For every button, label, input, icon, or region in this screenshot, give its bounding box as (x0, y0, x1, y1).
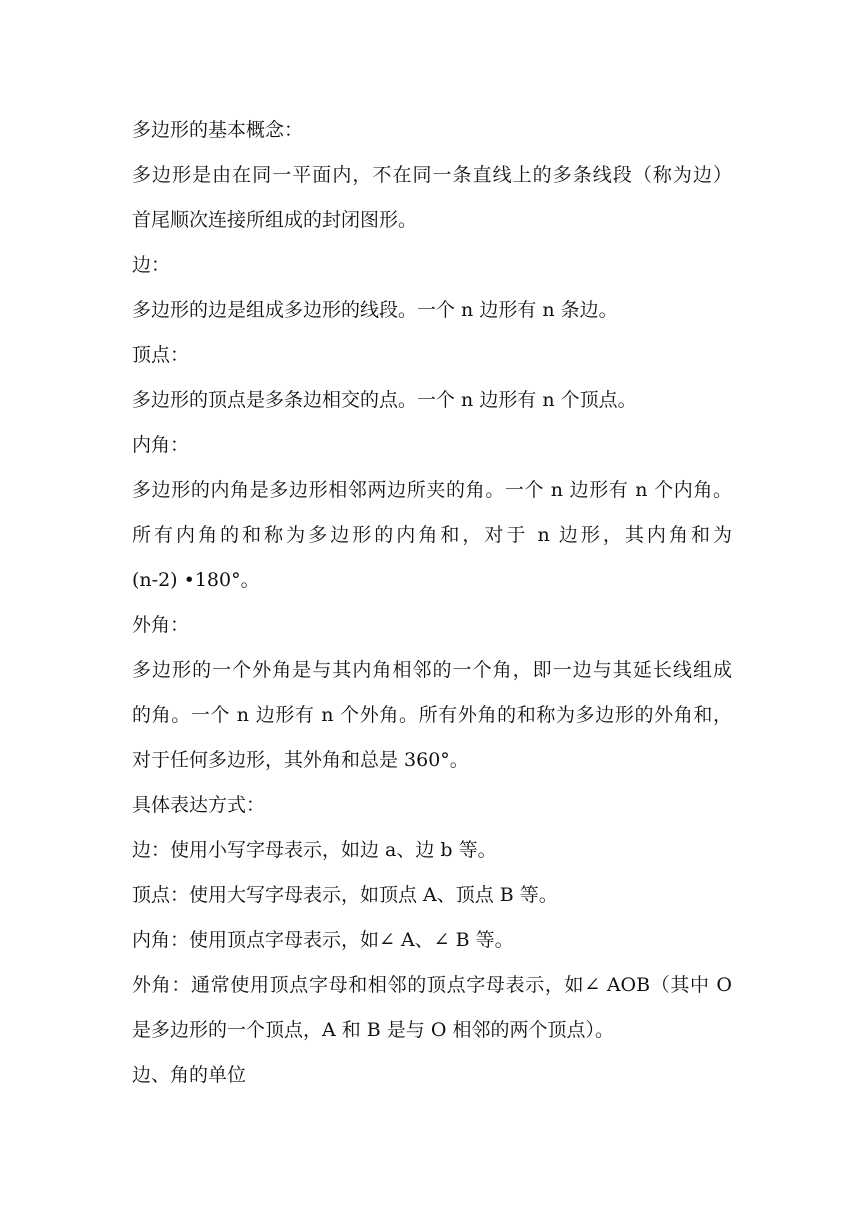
expression-vertex: 顶点：使用大写字母表示，如顶点 A、顶点 B 等。 (132, 884, 558, 906)
heading-side: 边： (132, 254, 171, 276)
heading-units: 边、角的单位 (132, 1064, 247, 1086)
paragraph-interior-angle-line-1: 多边形的内角是多边形相邻两边所夹的角。一个 n 边形有 n 个内角。 (132, 479, 732, 501)
paragraph-exterior-angle-line-2: 的角。一个 n 边形有 n 个外角。所有外角的和称为多边形的外角和， (132, 704, 732, 726)
paragraph-interior-angle-line-2: 所有内角的和称为多边形的内角和，对于 n 边形，其内角和为 (132, 524, 732, 546)
heading-basic-concepts: 多边形的基本概念： (132, 119, 304, 141)
paragraph-vertex-definition: 多边形的顶点是多条边相交的点。一个 n 边形有 n 个顶点。 (132, 389, 637, 411)
expression-side: 边：使用小写字母表示，如边 a、边 b 等。 (132, 839, 497, 861)
paragraph-side-definition: 多边形的边是组成多边形的线段。一个 n 边形有 n 条边。 (132, 299, 618, 321)
paragraph-exterior-angle-line-3: 对于任何多边形，其外角和总是 360°。 (132, 749, 469, 771)
expression-exterior-angle-line-1: 外角：通常使用顶点字母和相邻的顶点字母表示，如∠ AOB（其中 O (132, 974, 732, 996)
heading-vertex: 顶点： (132, 344, 190, 366)
heading-exterior-angle: 外角： (132, 614, 190, 636)
paragraph-interior-angle-formula: (n-2) •180°。 (132, 569, 260, 591)
expression-interior-angle: 内角：使用顶点字母表示，如∠ A、∠ B 等。 (132, 929, 514, 951)
paragraph-exterior-angle-line-1: 多边形的一个外角是与其内角相邻的一个角，即一边与其延长线组成 (132, 659, 732, 681)
paragraph-polygon-definition-line-2: 首尾顺次连接所组成的封闭图形。 (132, 209, 418, 231)
expression-exterior-angle-line-2: 是多边形的一个顶点，A 和 B 是与 O 相邻的两个顶点）。 (132, 1019, 614, 1041)
heading-expression-methods: 具体表达方式： (132, 794, 266, 816)
heading-interior-angle: 内角： (132, 434, 190, 456)
paragraph-polygon-definition-line-1: 多边形是由在同一平面内，不在同一条直线上的多条线段（称为边） (132, 164, 732, 186)
